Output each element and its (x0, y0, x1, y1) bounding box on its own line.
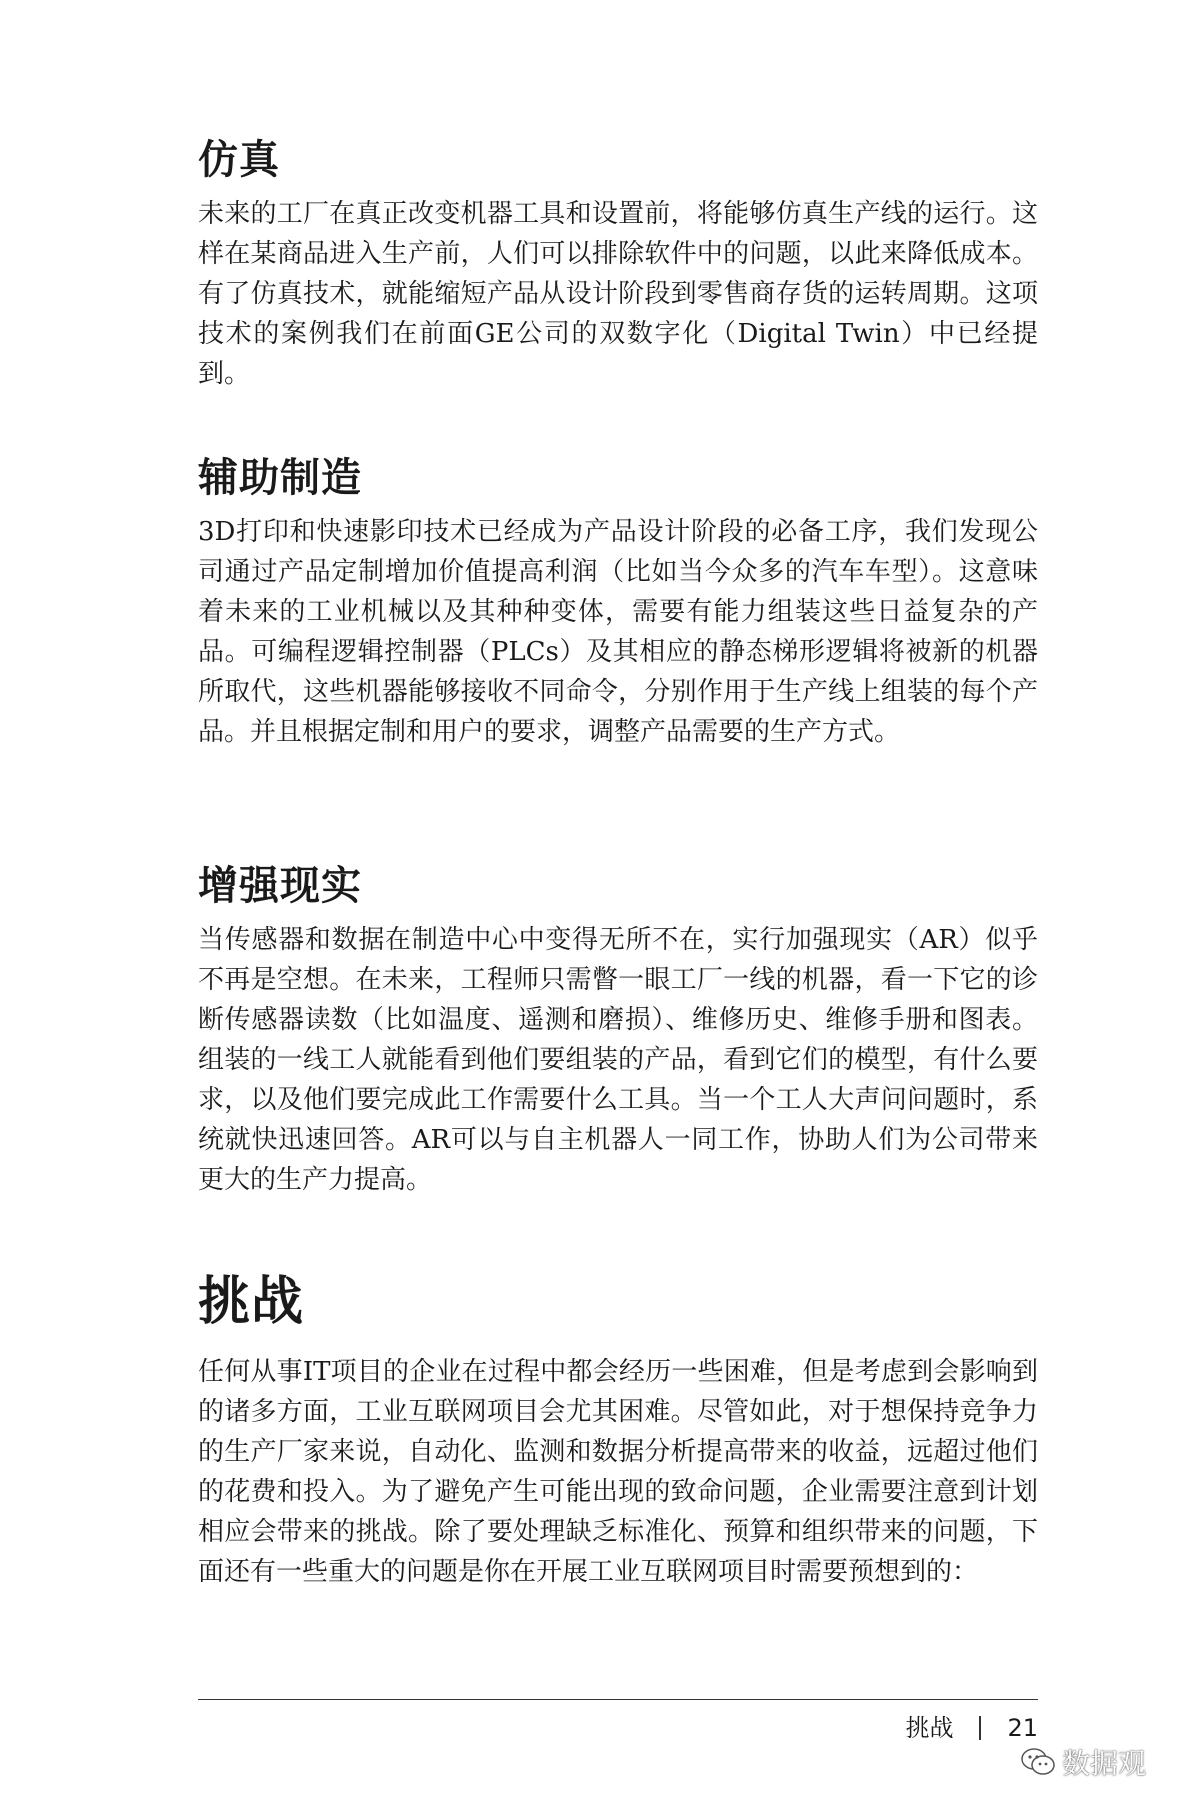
section-heading-assisted-manufacturing: 辅助制造 (198, 455, 362, 501)
wechat-icon (1020, 1747, 1056, 1777)
section-heading-augmented-reality: 增强现实 (198, 863, 362, 909)
section-assisted-manufacturing (198, 454, 1038, 752)
page-footer (905, 1712, 1038, 1744)
section-body-assisted-manufacturing: 3D打印和快速影印技术已经成为产品设计阶段的必备工序，我们发现公司通过产品定制增加价值提高利润（比如当今众多的汽车车型）。这意味着未来的工业机械以及其种种变体，需要有能力组装这些日益复杂的产品。可编程逻辑控制器（PLCs）及其相应的静态梯形逻辑将被新的机器所取代，这些机器能够接收不同命令，分别作用于生产线上组装的每个产品。并且根据定制和用户的要求，调整产品需要的生产方式。 (198, 517, 1038, 747)
watermark-text: 数据观 (1062, 1747, 1147, 1780)
section-body-simulation: 未来的工厂在真正改变机器工具和设置前，将能够仿真生产线的运行。这样在某商品进入生产前，人们可以排除软件中的问题，以此来降低成本。有了仿真技术，就能缩短产品从设计阶段到零售商存货的运转周期。这项技术的案例我们在前面GE公司的双数字化（Digital Twin）中已经提到。 (198, 199, 1038, 389)
section-body-augmented-reality: 当传感器和数据在制造中心中变得无所不在，实行加强现实（AR）似乎不再是空想。在未来，工程师只需瞥一眼工厂一线的机器，看一下它的诊断传感器读数（比如温度、遥测和磨损）、维修历史、维修手册和图表。组装的一线工人就能看到他们要组装的产品，看到它们的模型，有什么要求，以及他们要完成此工作需要什么工具。当一个工人大声问问题时，系统就快迅速回答。AR可以与自主机器人一同工作，协助人们为公司带来更大的生产力提高。 (198, 925, 1038, 1195)
watermark (1020, 1742, 1146, 1782)
section-challenges (198, 1272, 1038, 1592)
footer-page-number: 21 (1007, 1714, 1038, 1742)
footer-separator (979, 1716, 981, 1740)
section-simulation (198, 136, 1038, 394)
footer-chapter-title: 挑战 (905, 1714, 954, 1742)
section-heading-challenges: 挑战 (198, 1272, 305, 1332)
section-body-challenges: 任何从事IT项目的企业在过程中都会经历一些困难，但是考虑到会影响到的诸多方面，工业互联网项目会尤其困难。尽管如此，对于想保持竞争力的生产厂家来说，自动化、监测和数据分析提高带来的收益，远超过他们的花费和投入。为了避免产生可能出现的致命问题，企业需要注意到计划相应会带来的挑战。除了要处理缺乏标准化、预算和组织带来的问题，下面还有一些重大的问题是你在开展工业互联网项目时需要预想到的： (198, 1357, 1038, 1587)
footer-divider (198, 1699, 1038, 1700)
section-augmented-reality (198, 862, 1038, 1200)
section-heading-simulation: 仿真 (198, 137, 280, 183)
